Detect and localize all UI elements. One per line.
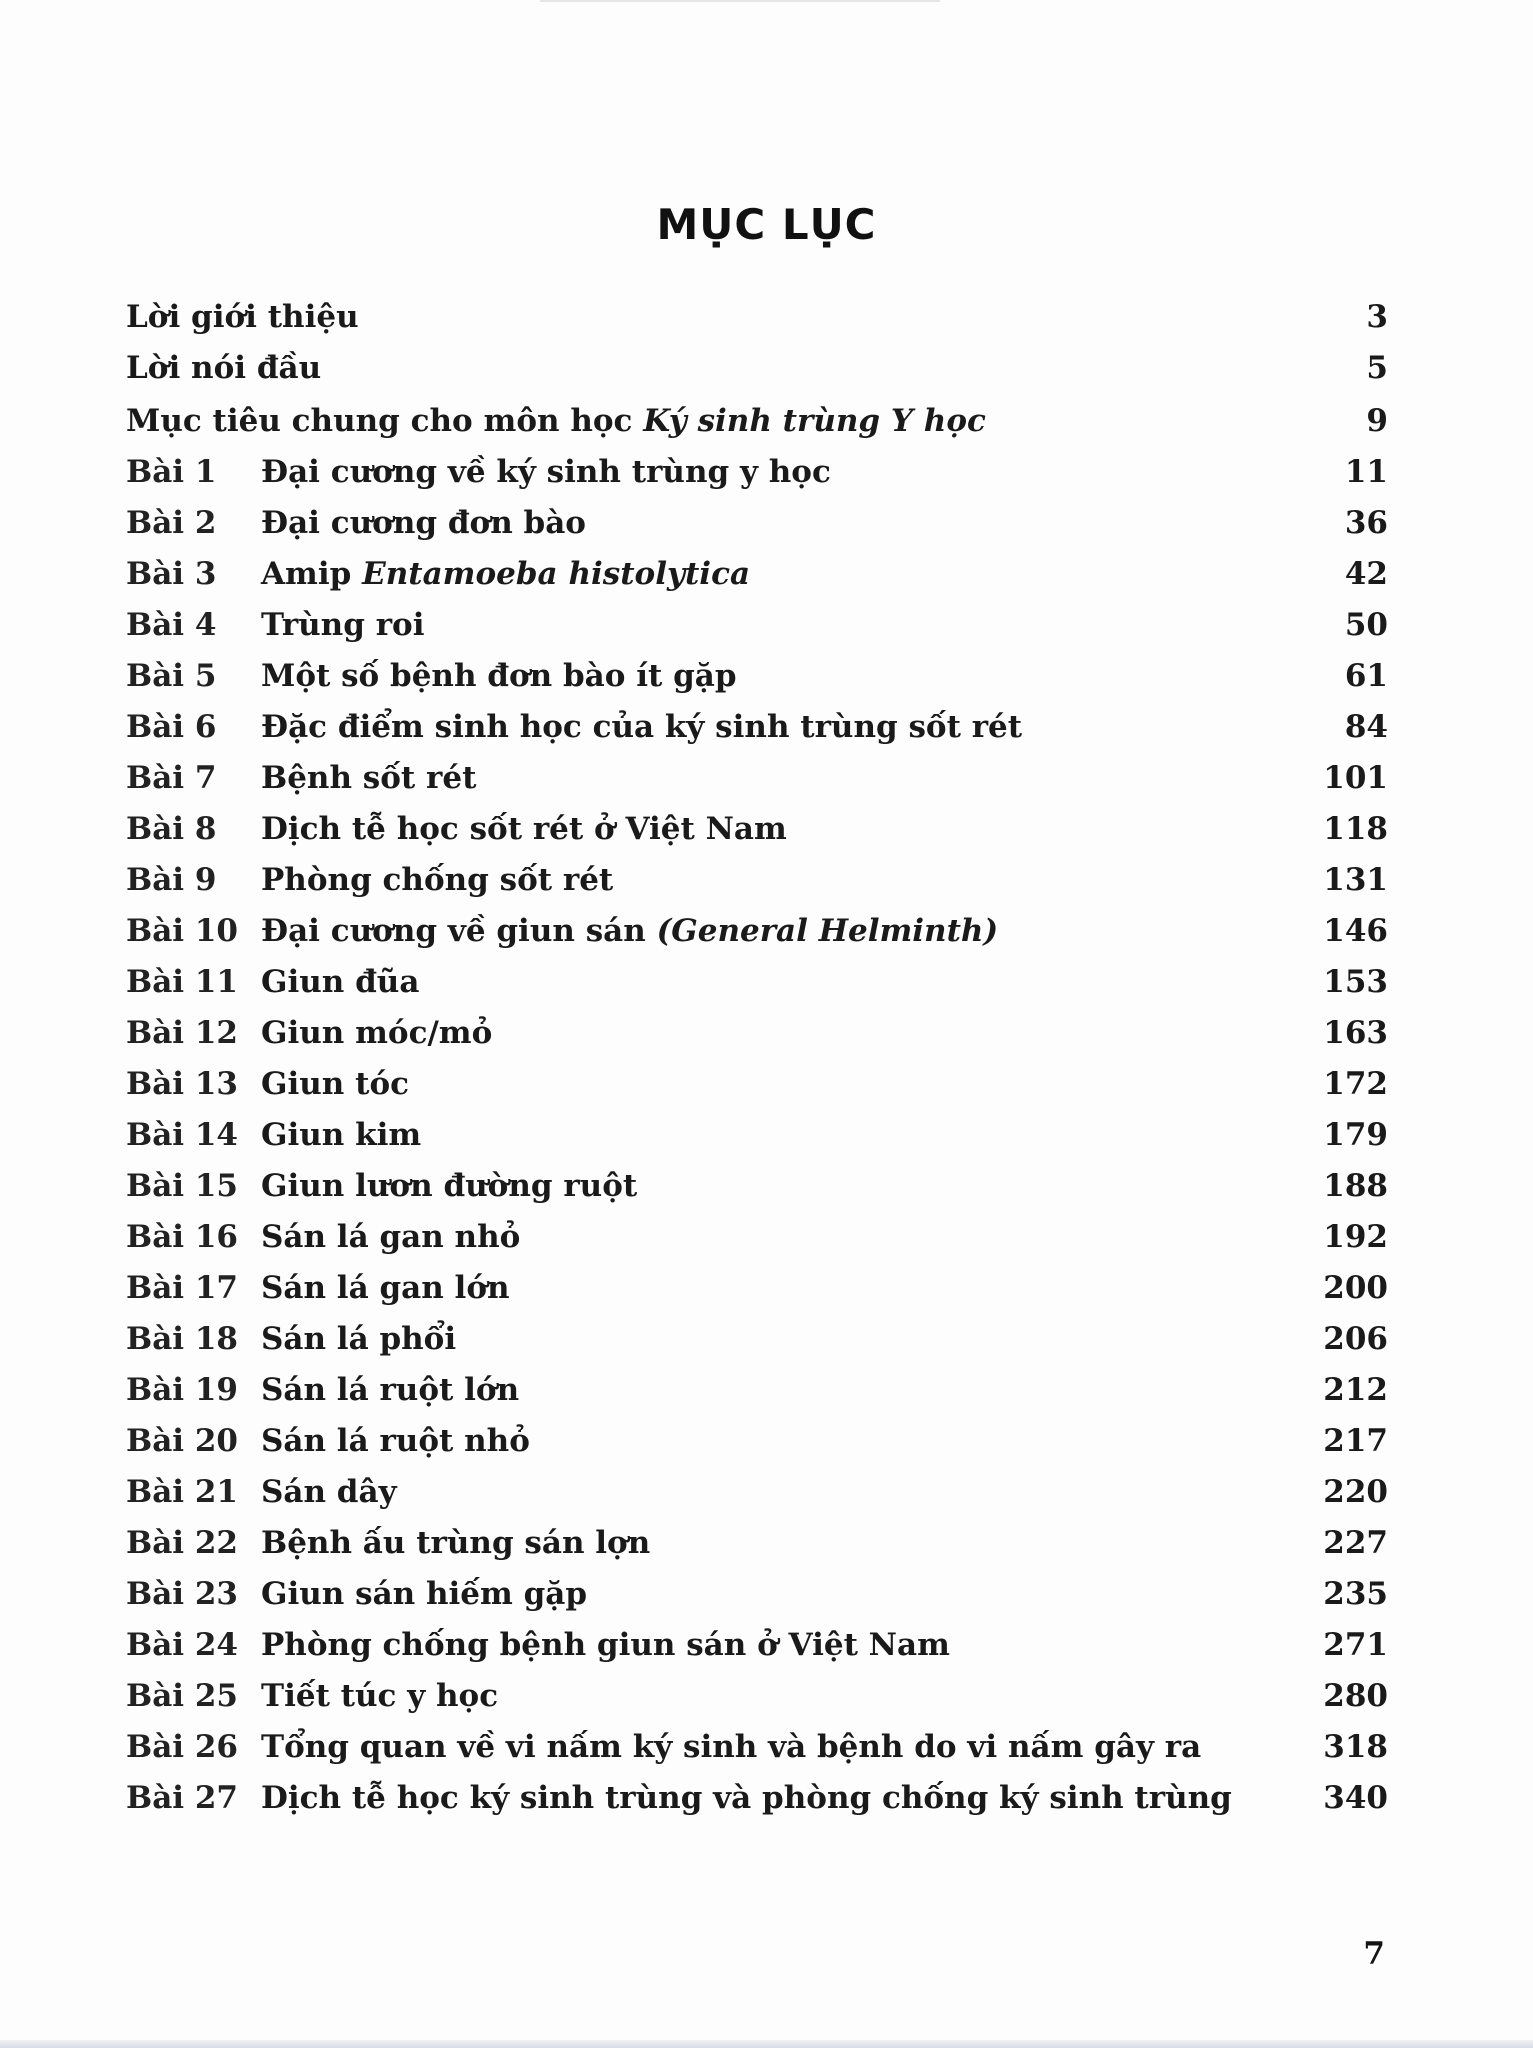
- toc-entry: [126, 549, 1388, 600]
- toc-entry-page: 188: [1323, 1168, 1388, 1204]
- toc-entry-lesson: Bài 7: [126, 760, 217, 796]
- toc-entry-title-plain: Đại cương về giun sán: [261, 913, 657, 949]
- toc-entry-title: Trùng roi: [261, 607, 425, 643]
- toc-entry-lesson: Bài 2: [126, 505, 217, 541]
- toc-entry-preface: [126, 343, 1388, 396]
- toc-entry-title: Bệnh ấu trùng sán lợn: [261, 1525, 651, 1561]
- toc-entry-page: 118: [1323, 811, 1388, 847]
- toc-entry-page: 50: [1344, 607, 1388, 643]
- toc-entry-title: Giun kim: [261, 1117, 422, 1153]
- toc-entry-page: 101: [1323, 760, 1388, 796]
- toc-entry-page: 280: [1323, 1678, 1388, 1714]
- toc-entry-lesson: Bài 13: [126, 1066, 238, 1102]
- toc-entry-title: Lời nói đầu: [126, 350, 322, 386]
- page-number: 7: [1363, 1936, 1385, 1972]
- toc-entry: [126, 1620, 1388, 1671]
- toc-entry-title: Sán dây: [261, 1474, 397, 1510]
- toc-entry-title: Sán lá gan lớn: [261, 1270, 510, 1306]
- toc-entry-title: Sán lá ruột nhỏ: [261, 1423, 530, 1459]
- toc-entry-lesson: Bài 22: [126, 1525, 238, 1561]
- toc-entry-lesson: Bài 5: [126, 658, 217, 694]
- toc-entry-lesson: Bài 6: [126, 709, 217, 745]
- toc-entry-page: 146: [1323, 913, 1388, 949]
- toc-entry-lesson: Bài 11: [126, 964, 238, 1000]
- toc-entry: [126, 1569, 1388, 1620]
- toc-entry-lesson: Bài 15: [126, 1168, 238, 1204]
- toc-entry: [126, 957, 1388, 1008]
- toc-entry-page: 5: [1366, 350, 1388, 386]
- toc-entry-lesson: Bài 24: [126, 1627, 238, 1663]
- toc-entry-page: 153: [1323, 964, 1388, 1000]
- toc-entry: [126, 1263, 1388, 1314]
- toc-entry-title: Phòng chống sốt rét: [261, 862, 614, 898]
- toc-entry: [126, 1314, 1388, 1365]
- toc-entry: [126, 1773, 1388, 1824]
- toc-entry-title: Giun lươn đường ruột: [261, 1168, 638, 1204]
- toc-entry: [126, 447, 1388, 498]
- toc-entry: [126, 1110, 1388, 1161]
- toc-entry: [126, 1365, 1388, 1416]
- toc-entry-page: 235: [1323, 1576, 1388, 1612]
- toc-entry-intro: [126, 292, 1388, 343]
- toc-entry-title: Dịch tễ học ký sinh trùng và phòng chống ký sinh trùng: [261, 1780, 1232, 1816]
- toc-entry-title-italic: (General Helminth): [656, 913, 999, 949]
- toc-entry-title: Giun tóc: [261, 1066, 409, 1102]
- toc-entry-page: 192: [1323, 1219, 1388, 1255]
- toc-entry-lesson: Bài 10: [126, 913, 238, 949]
- toc-entry: [126, 1671, 1388, 1722]
- toc-entry-lesson: Bài 18: [126, 1321, 238, 1357]
- toc-entry-page: 200: [1323, 1270, 1388, 1306]
- toc-entry-page: 11: [1344, 454, 1388, 490]
- toc-entry-lesson: Bài 14: [126, 1117, 238, 1153]
- toc-entry-title: Bệnh sốt rét: [261, 760, 477, 796]
- toc-entry-page: 42: [1344, 556, 1388, 592]
- toc-entry-title: Tiết túc y học: [261, 1678, 499, 1714]
- toc-entry-page: 9: [1366, 403, 1388, 439]
- toc-entry-title: Đại cương về ký sinh trùng y học: [261, 454, 831, 490]
- toc-entry-page: 206: [1323, 1321, 1388, 1357]
- toc-entry-title: Giun đũa: [261, 964, 420, 1000]
- toc-entry-title-plain: Amip: [261, 556, 363, 592]
- toc-entry-lesson: Bài 23: [126, 1576, 238, 1612]
- toc-entry-title: Đại cương đơn bào: [261, 505, 586, 541]
- toc-entry: [126, 600, 1388, 651]
- toc-entry-title: [126, 396, 986, 447]
- scan-artifact: [540, 0, 940, 2]
- toc-entry-lesson: Bài 9: [126, 862, 217, 898]
- toc-entry-title-plain: Mục tiêu chung cho môn học: [126, 403, 644, 439]
- toc-entry: [126, 1008, 1388, 1059]
- toc-entry: [126, 1518, 1388, 1569]
- toc-entry: [126, 1467, 1388, 1518]
- toc-entry: [126, 855, 1388, 906]
- toc-entry: [126, 804, 1388, 855]
- toc-entry-lesson: Bài 21: [126, 1474, 238, 1510]
- toc-entry: [126, 702, 1388, 753]
- toc-entry-lesson: Bài 1: [126, 454, 217, 490]
- toc-entry-title: Đặc điểm sinh học của ký sinh trùng sốt rét: [261, 709, 1023, 745]
- toc-entry: [126, 753, 1388, 804]
- toc-entry-title: [261, 549, 750, 600]
- toc-entry: [126, 906, 1388, 957]
- toc-entry-title: Giun móc/mỏ: [261, 1015, 493, 1051]
- toc-entry-page: 172: [1323, 1066, 1388, 1102]
- toc-entry-title: Một số bệnh đơn bào ít gặp: [261, 658, 737, 694]
- toc-entry-objectives: [126, 396, 1388, 447]
- toc-entry-title: Tổng quan về vi nấm ký sinh và bệnh do vi nấm gây ra: [261, 1729, 1202, 1765]
- toc-entry-page: 179: [1323, 1117, 1388, 1153]
- toc-entry-title: Phòng chống bệnh giun sán ở Việt Nam: [261, 1627, 950, 1663]
- scan-edge: [0, 2040, 1533, 2048]
- toc-entry-lesson: Bài 27: [126, 1780, 238, 1816]
- toc-entry-title: Sán lá phổi: [261, 1321, 457, 1357]
- toc-entry-title-italic: Ký sinh trùng Y học: [643, 403, 986, 439]
- toc-entry-title: Giun sán hiếm gặp: [261, 1576, 588, 1612]
- toc-entry-page: 271: [1323, 1627, 1388, 1663]
- toc-entry: [126, 1059, 1388, 1110]
- toc-entry-page: 84: [1344, 709, 1388, 745]
- toc-entry-page: 212: [1323, 1372, 1388, 1408]
- toc-entry-title: Sán lá gan nhỏ: [261, 1219, 521, 1255]
- toc-entry: [126, 1722, 1388, 1773]
- toc-entry: [126, 651, 1388, 702]
- toc-entry-title-italic: Entamoeba histolytica: [362, 556, 751, 592]
- toc-entry-lesson: Bài 3: [126, 556, 217, 592]
- toc-entry-page: 3: [1366, 299, 1388, 335]
- toc-entry-page: 163: [1323, 1015, 1388, 1051]
- toc-entry: [126, 1416, 1388, 1467]
- toc-entry-page: 131: [1323, 862, 1388, 898]
- toc-entry-lesson: Bài 20: [126, 1423, 238, 1459]
- toc-entry-page: 36: [1344, 505, 1388, 541]
- toc-entry-lesson: Bài 12: [126, 1015, 238, 1051]
- toc-entry: [126, 1161, 1388, 1212]
- toc-entry-title: Dịch tễ học sốt rét ở Việt Nam: [261, 811, 787, 847]
- toc-entry-page: 227: [1323, 1525, 1388, 1561]
- page-title: MỤC LỤC: [656, 200, 877, 250]
- toc-entry-lesson: Bài 19: [126, 1372, 238, 1408]
- table-of-contents: [126, 292, 1388, 1824]
- toc-entry-title: [261, 906, 998, 957]
- toc-entry-lesson: Bài 8: [126, 811, 217, 847]
- toc-entry-lesson: Bài 16: [126, 1219, 238, 1255]
- toc-entry-lesson: Bài 4: [126, 607, 217, 643]
- toc-entry: [126, 1212, 1388, 1263]
- toc-entry-page: 220: [1323, 1474, 1388, 1510]
- toc-entry-lesson: Bài 17: [126, 1270, 238, 1306]
- toc-entry-lesson: Bài 26: [126, 1729, 238, 1765]
- toc-entry-lesson: Bài 25: [126, 1678, 238, 1714]
- toc-entry-page: 61: [1344, 658, 1388, 694]
- toc-entry-title: Sán lá ruột lớn: [261, 1372, 520, 1408]
- toc-entry: [126, 498, 1388, 549]
- toc-entry-title: Lời giới thiệu: [126, 299, 359, 335]
- toc-entry-page: 340: [1323, 1780, 1388, 1816]
- toc-entry-page: 318: [1323, 1729, 1388, 1765]
- toc-entry-page: 217: [1323, 1423, 1388, 1459]
